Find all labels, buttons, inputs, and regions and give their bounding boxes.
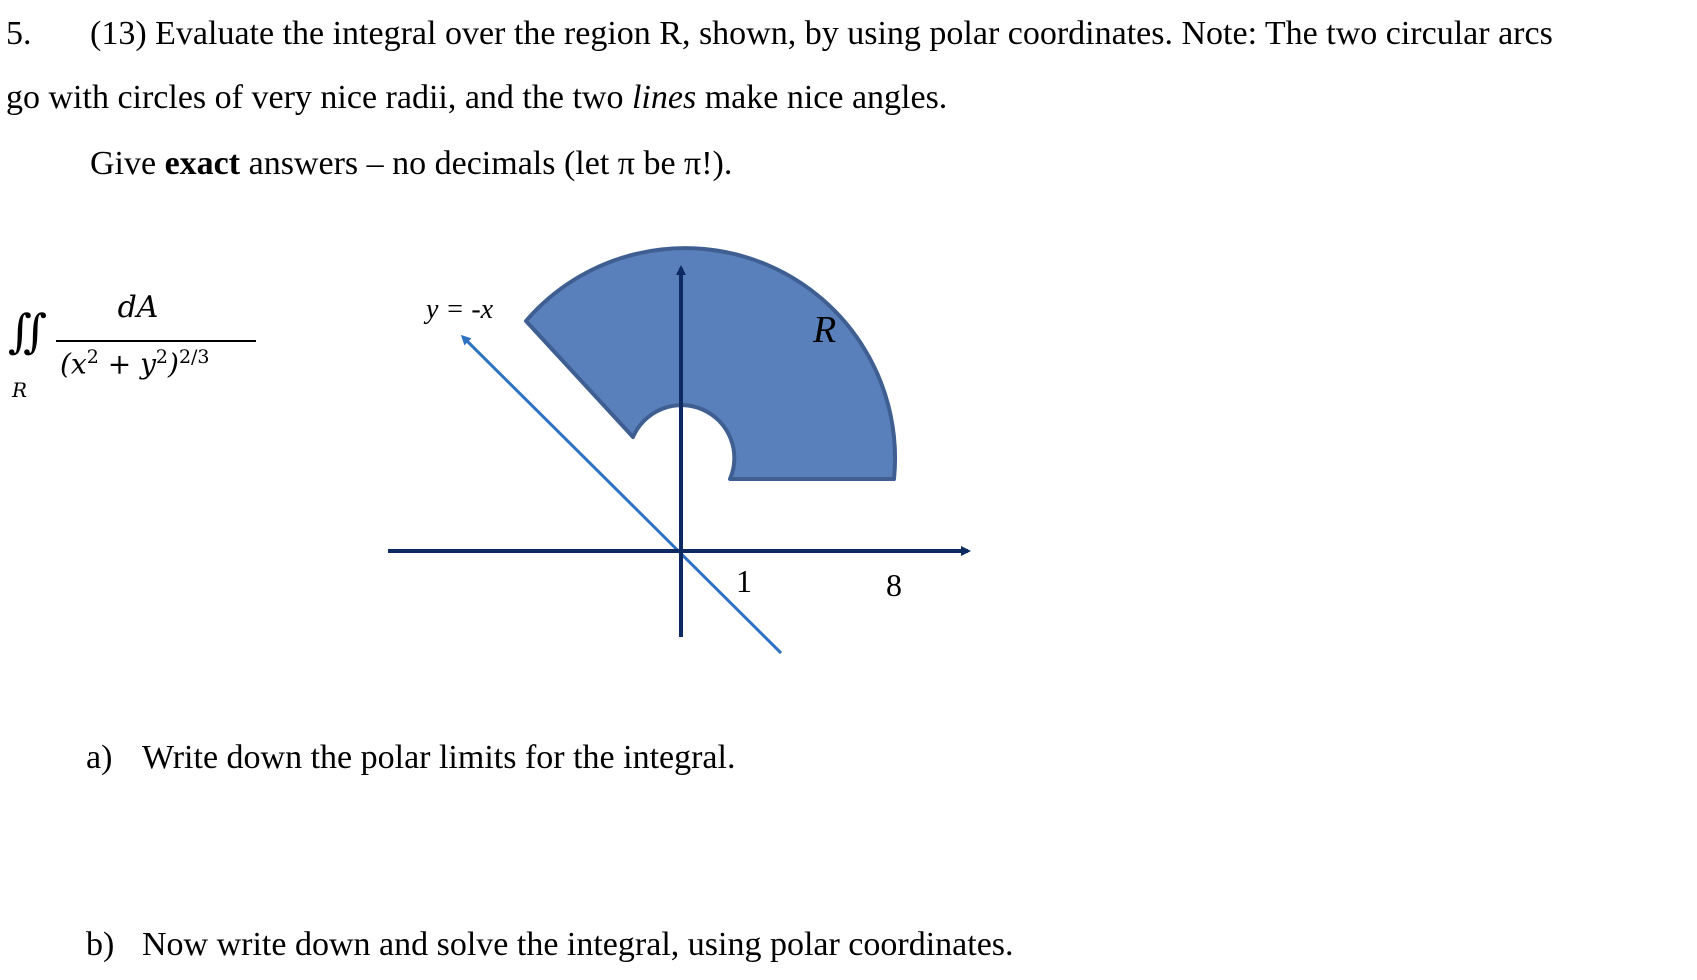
part-b-label: b) bbox=[86, 926, 115, 963]
line2-suffix: make nice angles. bbox=[696, 79, 948, 116]
line2-italic: lines bbox=[631, 79, 697, 116]
part-b bbox=[86, 925, 1014, 965]
integral-region-subscript: R bbox=[12, 378, 28, 402]
problem-statement-line1: (13) Evaluate the integral over the region R, shown, by using polar coordinates. Note: The two circular arcs bbox=[90, 15, 1553, 52]
integrand-numerator: dA bbox=[117, 290, 159, 325]
integrand-denominator: $(x^2 + y^2)^{2/3}$ bbox=[60, 346, 210, 381]
problem-number: 5. bbox=[6, 15, 32, 52]
part-b-text: Now write down and solve the integral, using polar coordinates. bbox=[142, 926, 1014, 963]
instruction-suffix: answers – no decimals (let π be π!). bbox=[240, 145, 733, 182]
region-r-shape bbox=[526, 248, 895, 479]
instruction-prefix: Give bbox=[90, 145, 165, 182]
line2-prefix: go with circles of very nice radii, and the two bbox=[6, 79, 632, 116]
double-integral-sign: ∬ bbox=[8, 304, 34, 358]
part-a-text: Write down the polar limits for the integral. bbox=[142, 739, 736, 776]
tick-label-inner: 1 bbox=[736, 563, 752, 599]
part-a-label: a) bbox=[86, 739, 113, 776]
region-label: R bbox=[813, 309, 837, 351]
tick-label-outer: 8 bbox=[886, 567, 902, 603]
line-label: y = -x bbox=[426, 294, 494, 325]
part-a bbox=[86, 738, 735, 778]
instruction-bold: exact bbox=[164, 145, 241, 182]
